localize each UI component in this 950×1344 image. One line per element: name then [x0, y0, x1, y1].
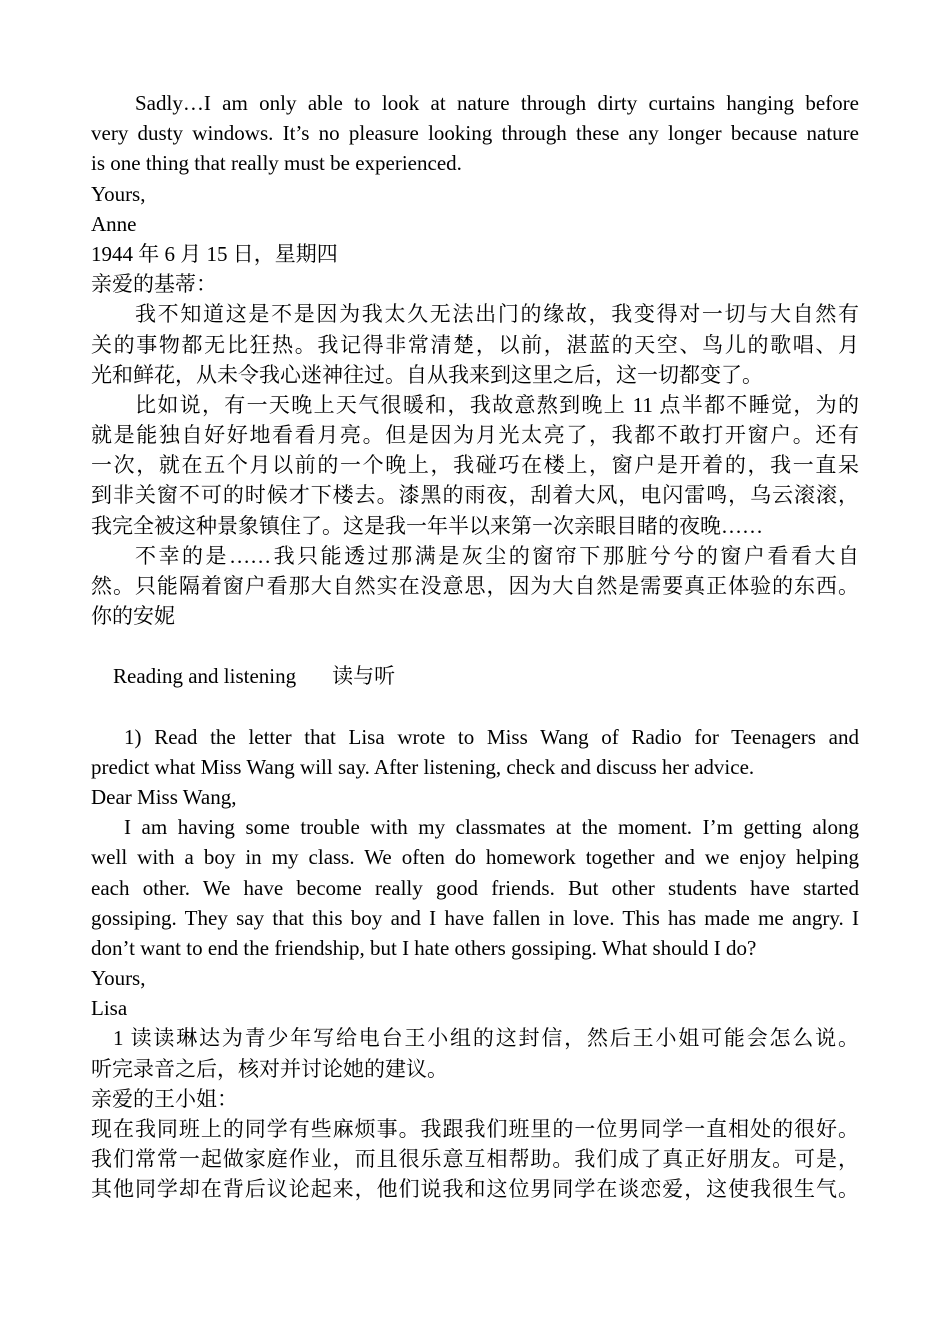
lisa-cn-line-3: 其他同学却在背后议论起来，他们说我和这位男同学在谈恋爱，这使我很生气。: [91, 1177, 859, 1202]
anne-cn-p2-line-1: 比如说，有一天晚上天气很暖和，我故意熬到晚上 11 点半都不睡觉，为的: [135, 392, 859, 417]
section-heading: [91, 661, 859, 691]
anne-cn-p2-line-4: 到非关窗不可的时候才下楼去。漆黑的雨夜，刮着大风，电闪雷鸣，乌云滚滚，: [91, 483, 859, 508]
anne-en-closing: Yours,: [91, 181, 146, 206]
anne-cn-date: 1944 年 6 月 15 日，星期四: [91, 241, 338, 266]
anne-cn-p1-line-3: 光和鲜花，从未令我心迷神往过。自从我来到这里之后，这一切都变了。: [91, 362, 763, 387]
lisa-en-line-3: each other. We have become really good friends. But other students have started: [91, 875, 859, 900]
task-en-text-1: Read the letter that Lisa wrote to Miss Wang of Radio for Teenagers and: [154, 724, 860, 749]
anne-cn-p3-line-2: 然。只能隔着窗户看那大自然实在没意思，因为大自然是需要真正体验的东西。: [91, 574, 859, 598]
section-title-en: Reading and listening: [113, 664, 297, 689]
lisa-en-line-2: well with a boy in my class. We often do homework together and we enjoy helping: [91, 845, 859, 870]
anne-en-signature: Anne: [91, 211, 137, 236]
lisa-en-line-1: I am having some trouble with my classmates at the moment. I’m getting along: [124, 815, 859, 840]
anne-cn-p1-line-1: 我不知道这是不是因为我太久无法出门的缘故，我变得对一切与大自然有: [135, 302, 859, 327]
task-cn-line-2: 听完录音之后，核对并讨论她的建议。: [91, 1056, 448, 1081]
task-cn-text-1: 读读琳达为青少年写给电台王小组的这封信，然后王小姐可能会怎么说。: [130, 1026, 860, 1051]
anne-en-line-1: Sadly…I am only able to look at nature through dirty curtains hanging before: [135, 91, 859, 115]
task-en-line-1: [91, 722, 859, 752]
lisa-cn-greeting: 亲爱的王小姐：: [91, 1086, 238, 1111]
lisa-cn-line-2: 我们常常一起做家庭作业，而且很乐意互相帮助。我们成了真正好朋友。可是，: [91, 1147, 859, 1172]
lisa-cn-line-1: 现在我同班上的同学有些麻烦事。我跟我们班里的一位男同学一直相处的很好。: [91, 1117, 859, 1141]
anne-cn-p2-line-2: 就是能独自好好地看看月亮。但是因为月光太亮了，我都不敢打开窗户。还有: [91, 423, 859, 448]
lisa-en-greeting: Dear Miss Wang,: [91, 784, 237, 809]
section-title-cn: 读与听: [332, 664, 396, 689]
lisa-en-signature: Lisa: [91, 996, 128, 1021]
spacer: [91, 631, 859, 661]
lisa-en-closing: Yours,: [91, 966, 146, 991]
spacer: [91, 692, 859, 722]
anne-cn-p3-line-1: 不幸的是……我只能透过那满是灰尘的窗帘下那脏兮兮的窗户看看大自: [135, 543, 859, 568]
lisa-en-line-4: gossiping. They say that this boy and I have fallen in love. This has made me angry. I: [91, 905, 859, 930]
anne-cn-signature: 你的安妮: [91, 604, 175, 629]
document-page: [91, 88, 859, 1205]
task-cn-number: 1: [113, 1026, 124, 1051]
lisa-en-line-5: don’t want to end the friendship, but I hate others gossiping. What should I do?: [91, 935, 757, 960]
anne-cn-p1-line-2: 关的事物都无比狂热。我记得非常清楚，以前，湛蓝的天空、鸟儿的歌唱、月: [91, 332, 859, 357]
anne-cn-greeting: 亲爱的基蒂：: [91, 272, 217, 297]
task-en-line-2: predict what Miss Wang will say. After listening, check and discuss her advice.: [91, 754, 755, 779]
anne-en-line-2: very dusty windows. It’s no pleasure looking through these any longer because nature: [91, 121, 859, 146]
anne-cn-p2-line-5: 我完全被这种景象镇住了。这是我一年半以来第一次亲眼目睹的夜晚……: [91, 513, 763, 538]
task-cn-line-1: [91, 1023, 859, 1053]
task-en-number: 1): [124, 724, 142, 749]
anne-en-line-3: is one thing that really must be experienced.: [91, 151, 462, 176]
anne-cn-p2-line-3: 一次，就在五个月以前的一个晚上，我碰巧在楼上，窗户是开着的，我一直呆: [91, 453, 859, 478]
